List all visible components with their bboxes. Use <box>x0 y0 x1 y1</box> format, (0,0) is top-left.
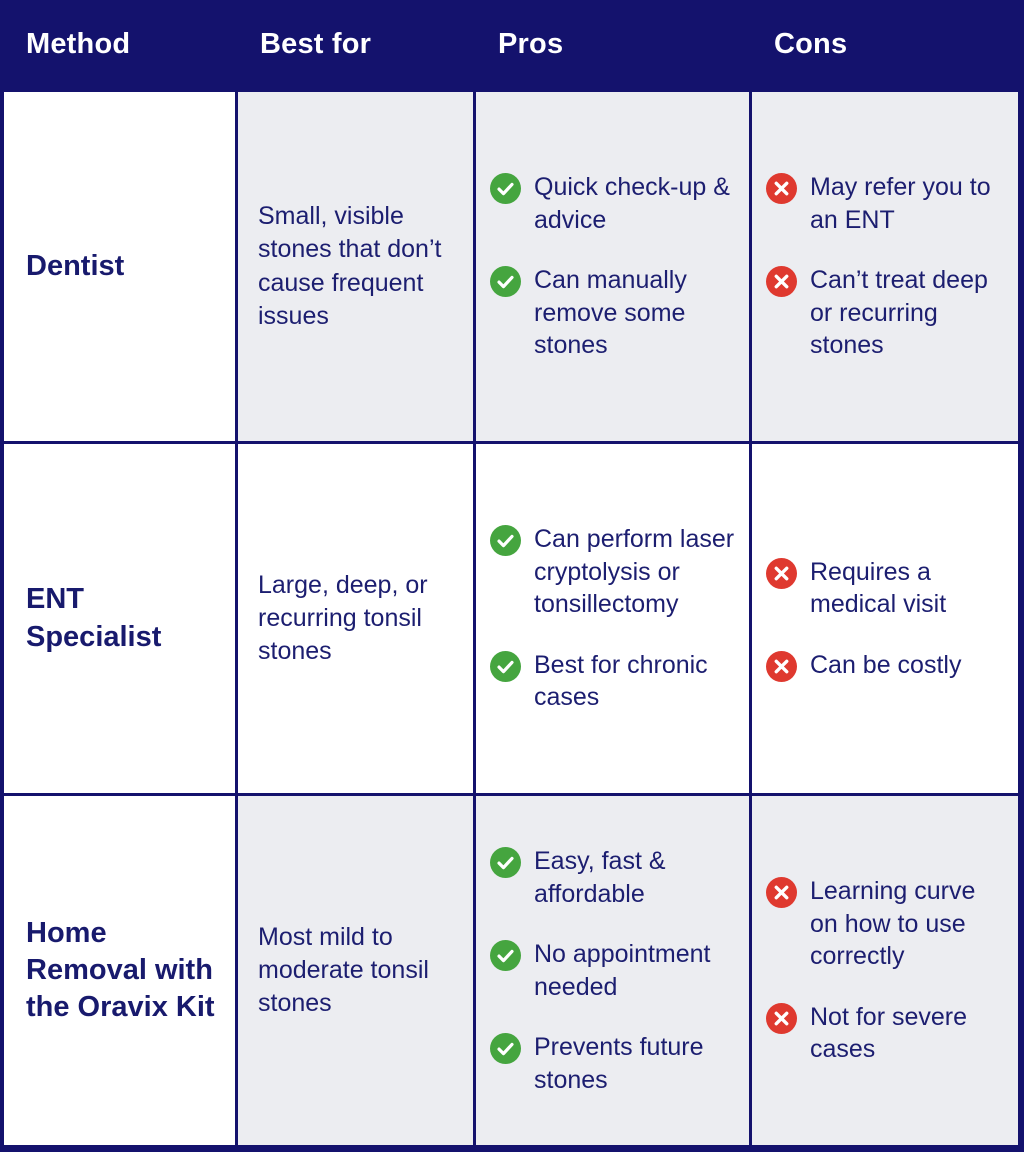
con-item-text: Can be costly <box>810 650 962 679</box>
check-icon <box>490 1033 521 1064</box>
con-item <box>766 171 1008 236</box>
pros-cell <box>476 444 749 793</box>
pro-item-text: Quick check-up & advice <box>534 173 730 234</box>
con-item-text: Requires a medical visit <box>810 557 947 618</box>
con-item <box>766 649 1008 682</box>
best-for-cell <box>238 444 473 793</box>
pro-item <box>490 523 739 621</box>
best-for-cell <box>238 796 473 1145</box>
check-icon <box>490 847 521 878</box>
check-icon <box>490 651 521 682</box>
method-label: Dentist <box>26 249 125 282</box>
pro-item-text: No appointment needed <box>534 940 711 1001</box>
cross-icon <box>766 558 797 589</box>
pro-item-text: Can manually remove some stones <box>534 266 687 360</box>
pros-cell <box>476 796 749 1145</box>
pro-item <box>490 649 739 714</box>
cross-icon <box>766 651 797 682</box>
pro-item <box>490 938 739 1003</box>
method-cell <box>4 796 235 1145</box>
con-item-text: Learning curve on how to use correctly <box>810 877 976 971</box>
pro-item-text: Best for chronic cases <box>534 650 708 712</box>
cons-cell <box>752 444 1018 793</box>
con-item <box>766 556 1008 621</box>
cons-cell <box>752 796 1018 1145</box>
method-cell <box>4 92 235 441</box>
check-icon <box>490 525 521 556</box>
con-item <box>766 1001 1008 1066</box>
check-icon <box>490 173 521 204</box>
con-item <box>766 875 1008 973</box>
col-header-method: Method <box>4 0 235 89</box>
cross-icon <box>766 1003 797 1034</box>
col-header-pros: Pros <box>476 0 749 89</box>
cross-icon <box>766 173 797 204</box>
check-icon <box>490 266 521 297</box>
pro-item <box>490 264 739 362</box>
con-item-text: Not for severe cases <box>810 1002 968 1064</box>
cross-icon <box>766 877 797 908</box>
cons-cell <box>752 92 1018 441</box>
check-icon <box>490 940 521 971</box>
pros-cell <box>476 92 749 441</box>
pro-item-text: Prevents future stones <box>534 1033 704 1094</box>
method-label: ENT Specialist <box>26 583 162 653</box>
col-header-best-for: Best for <box>238 0 473 89</box>
con-item-text: Can’t treat deep or recurring stones <box>810 266 988 360</box>
pro-item-text: Can perform laser cryptolysis or tonsillectomy <box>534 525 735 619</box>
con-item-text: May refer you to an ENT <box>810 173 991 234</box>
pro-item-text: Easy, fast & affordable <box>534 847 666 908</box>
col-header-cons: Cons <box>752 0 1018 89</box>
best-for-text: Most mild to moderate tonsil stones <box>258 922 429 1018</box>
best-for-text: Large, deep, or recurring tonsil stones <box>258 570 428 666</box>
pro-item <box>490 171 739 236</box>
pro-item <box>490 845 739 910</box>
pro-item <box>490 1031 739 1096</box>
method-label: Home Removal with the Oravix Kit <box>26 916 215 1024</box>
con-item <box>766 264 1008 362</box>
cross-icon <box>766 266 797 297</box>
best-for-text: Small, visible stones that don’t cause frequent issues <box>258 202 442 330</box>
best-for-cell <box>238 92 473 441</box>
method-cell <box>4 444 235 793</box>
